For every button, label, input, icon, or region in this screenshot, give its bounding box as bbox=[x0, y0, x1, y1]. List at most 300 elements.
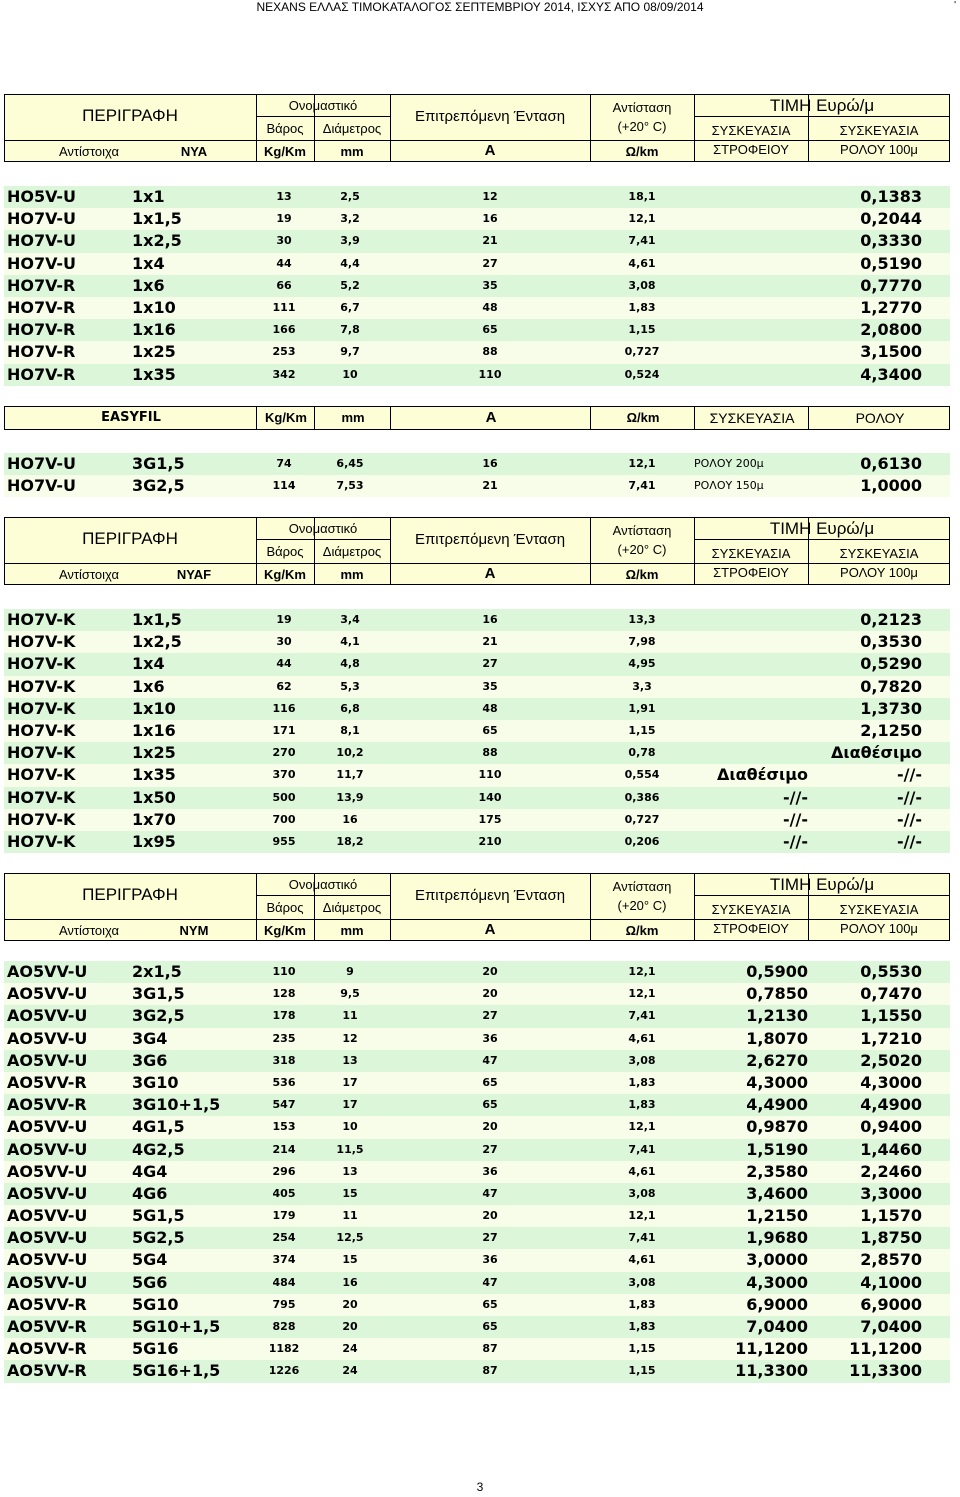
price-roll: 1,0000 bbox=[860, 476, 922, 496]
cable-weight: 116 bbox=[272, 701, 296, 715]
cable-size: 1x4 bbox=[132, 253, 165, 273]
header-diameter: Διάμετρος bbox=[322, 121, 382, 136]
cable-resistance: 4,61 bbox=[628, 1031, 656, 1045]
price-roll: 0,5530 bbox=[860, 962, 922, 981]
header-pack2-unit: ΡΟΛΟΥ 100μ bbox=[840, 921, 918, 936]
header-equiv: Αντίστοιχα bbox=[58, 567, 120, 582]
cable-size: 5G16+1,5 bbox=[132, 1361, 221, 1381]
cable-current: 65 bbox=[482, 323, 498, 337]
cable-diameter: 7,8 bbox=[340, 323, 360, 337]
header-divider bbox=[4, 94, 5, 162]
table-body bbox=[4, 609, 950, 853]
pack-note: ΡΟΛΟΥ 200μ bbox=[694, 457, 764, 470]
cable-code: AO5VV-U bbox=[7, 962, 88, 981]
header-description: ΠΕΡΙΓΡΑΦΗ bbox=[82, 885, 178, 904]
price-reel: 1,5190 bbox=[746, 1139, 808, 1159]
price-roll: -//- bbox=[897, 765, 922, 785]
cable-size: 1x70 bbox=[132, 809, 176, 829]
cable-size: 5G4 bbox=[132, 1250, 168, 1270]
price-roll: 1,4460 bbox=[860, 1139, 922, 1159]
table-body bbox=[4, 186, 950, 386]
cable-diameter: 3,2 bbox=[340, 212, 360, 226]
cable-weight: 536 bbox=[272, 1075, 296, 1089]
cable-size: 5G10+1,5 bbox=[132, 1317, 221, 1336]
cable-current: 65 bbox=[482, 1098, 498, 1112]
cable-code: HO7V-U bbox=[7, 253, 76, 273]
cable-weight: 405 bbox=[272, 1186, 296, 1200]
cable-size: 1x6 bbox=[132, 275, 165, 295]
price-reel: 2,3580 bbox=[746, 1161, 808, 1181]
price-roll: 4,3400 bbox=[860, 364, 922, 384]
cable-code: AO5VV-U bbox=[7, 1161, 88, 1181]
cable-resistance: 3,08 bbox=[628, 1275, 656, 1289]
price-roll: 0,5190 bbox=[860, 253, 922, 273]
cable-resistance: 13,3 bbox=[628, 613, 656, 626]
cable-size: 1x1,5 bbox=[132, 610, 182, 629]
table-row bbox=[4, 764, 950, 786]
price-roll: 3,3000 bbox=[860, 1183, 922, 1203]
cable-weight: 374 bbox=[272, 1253, 296, 1267]
cable-code: HO5V-U bbox=[7, 187, 76, 206]
table-header bbox=[4, 517, 950, 585]
cable-resistance: 7,41 bbox=[628, 1142, 656, 1156]
price-reel: 0,7850 bbox=[746, 984, 808, 1004]
cable-current: 110 bbox=[478, 768, 502, 782]
table-row bbox=[4, 720, 950, 742]
price-reel: 2,6270 bbox=[746, 1050, 808, 1070]
cable-code: AO5VV-U bbox=[7, 1117, 88, 1137]
price-reel: 0,5900 bbox=[746, 962, 808, 981]
cable-weight: 153 bbox=[272, 1120, 296, 1134]
cable-resistance: 0,386 bbox=[624, 790, 660, 804]
header-pack1: ΣΥΣΚΕΥΑΣΙΑ bbox=[711, 123, 791, 138]
cable-diameter: 12 bbox=[342, 1031, 358, 1045]
header-pack2: ΣΥΣΚΕΥΑΣΙΑ bbox=[839, 546, 919, 561]
cable-code: AO5VV-U bbox=[7, 1139, 88, 1159]
price-roll: 0,2123 bbox=[860, 610, 922, 629]
cable-current: 88 bbox=[482, 746, 498, 760]
cable-resistance: 3,08 bbox=[628, 1053, 656, 1067]
cable-current: 16 bbox=[482, 457, 498, 470]
table-row bbox=[4, 831, 950, 853]
cable-weight: 19 bbox=[276, 212, 292, 226]
cable-weight: 547 bbox=[272, 1098, 296, 1112]
header-temp: (+20° C) bbox=[617, 898, 667, 913]
easyfil-header bbox=[4, 406, 950, 430]
price-roll: 1,1550 bbox=[860, 1006, 922, 1026]
header-subline bbox=[256, 895, 390, 896]
cable-diameter: 10 bbox=[342, 1120, 358, 1134]
header-description: ΠΕΡΙΓΡΑΦΗ bbox=[82, 529, 178, 548]
table-row bbox=[4, 1183, 950, 1205]
cable-resistance: 3,08 bbox=[628, 1186, 656, 1200]
cable-resistance: 12,1 bbox=[628, 1209, 656, 1223]
table-row bbox=[4, 1227, 950, 1249]
table-row bbox=[4, 1338, 950, 1360]
cable-resistance: 4,61 bbox=[628, 1164, 656, 1178]
cable-resistance: 4,61 bbox=[628, 1253, 656, 1267]
cable-current: 21 bbox=[482, 635, 498, 649]
header-weight: Βάρος bbox=[266, 544, 304, 559]
table-header bbox=[4, 873, 950, 941]
cable-code: AO5VV-R bbox=[7, 1361, 87, 1381]
price-reel: -//- bbox=[783, 809, 808, 829]
cable-diameter: 11,7 bbox=[336, 768, 364, 782]
header-divider bbox=[4, 873, 5, 941]
cable-code: HO7V-R bbox=[7, 364, 76, 384]
header-diameter: Διάμετρος bbox=[322, 900, 382, 915]
header-subline bbox=[4, 919, 950, 920]
header-pack2-unit: ΡΟΛΟΥ 100μ bbox=[840, 142, 918, 157]
table-row bbox=[4, 475, 950, 497]
price-roll: 2,2460 bbox=[860, 1161, 922, 1181]
cable-weight: 214 bbox=[272, 1142, 296, 1156]
header-pack1: ΣΥΣΚΕΥΑΣΙΑ bbox=[711, 546, 791, 561]
cable-resistance: 0,524 bbox=[624, 367, 660, 381]
cable-size: 5G10 bbox=[132, 1294, 179, 1314]
cable-current: 65 bbox=[482, 723, 498, 737]
price-roll: 3,1500 bbox=[860, 342, 922, 362]
cable-weight: 342 bbox=[272, 367, 296, 381]
cable-current: 65 bbox=[482, 1320, 498, 1333]
cable-current: 35 bbox=[482, 278, 498, 292]
cable-code: HO7V-K bbox=[7, 698, 76, 718]
header-unit-resistance: Ω/km bbox=[625, 144, 659, 159]
price-reel: 0,9870 bbox=[746, 1117, 808, 1137]
easyfil-unit-resistance: Ω/km bbox=[626, 410, 660, 425]
cable-code: AO5VV-U bbox=[7, 1250, 88, 1270]
header-unit-current: A bbox=[484, 921, 496, 938]
table-row bbox=[4, 208, 950, 230]
header-nominal: Ονομαστικό bbox=[288, 877, 358, 892]
cable-diameter: 17 bbox=[342, 1098, 358, 1112]
price-roll: 0,1383 bbox=[860, 187, 922, 206]
price-roll: 0,3330 bbox=[860, 231, 922, 251]
cable-current: 20 bbox=[482, 1209, 498, 1223]
cable-size: 3G6 bbox=[132, 1050, 168, 1070]
table-row bbox=[4, 453, 950, 475]
cable-code: HO7V-R bbox=[7, 297, 76, 317]
cable-weight: 296 bbox=[272, 1164, 296, 1178]
price-reel: Διαθέσιμο bbox=[717, 765, 808, 785]
header-unit-resistance: Ω/km bbox=[625, 567, 659, 582]
cable-diameter: 4,4 bbox=[340, 256, 360, 270]
cable-size: 1x1 bbox=[132, 187, 165, 206]
table-row bbox=[4, 230, 950, 252]
cable-weight: 128 bbox=[272, 987, 296, 1001]
cable-diameter: 6,45 bbox=[336, 457, 364, 470]
cable-weight: 1226 bbox=[268, 1364, 300, 1378]
cable-current: 36 bbox=[482, 1253, 498, 1267]
cable-weight: 795 bbox=[272, 1297, 296, 1311]
header-price: ΤΙΜΗ Ευρώ/μ bbox=[769, 875, 875, 894]
cable-weight: 254 bbox=[272, 1231, 296, 1245]
cable-weight: 166 bbox=[272, 323, 296, 337]
cable-code: HO7V-U bbox=[7, 476, 76, 496]
cable-diameter: 11,5 bbox=[336, 1142, 364, 1156]
cable-resistance: 12,1 bbox=[628, 457, 656, 470]
easyfil-title: EASYFIL bbox=[101, 410, 161, 425]
cable-diameter: 11 bbox=[342, 1209, 358, 1223]
cable-resistance: 18,1 bbox=[628, 190, 656, 203]
cable-current: 21 bbox=[482, 479, 498, 493]
cable-current: 12 bbox=[482, 190, 498, 203]
cable-current: 87 bbox=[482, 1342, 498, 1356]
cable-diameter: 10 bbox=[342, 367, 358, 381]
cable-current: 65 bbox=[482, 1297, 498, 1311]
price-reel: 4,3000 bbox=[746, 1072, 808, 1092]
cable-weight: 44 bbox=[276, 657, 292, 671]
cable-diameter: 5,2 bbox=[340, 278, 360, 292]
header-unit-weight: Kg/Km bbox=[264, 567, 306, 582]
price-reel: 6,9000 bbox=[746, 1294, 808, 1314]
table-header bbox=[4, 94, 950, 162]
cable-size: 3G1,5 bbox=[132, 454, 185, 473]
cable-code: HO7V-K bbox=[7, 743, 76, 763]
cable-code: AO5VV-U bbox=[7, 1272, 88, 1292]
cable-diameter: 15 bbox=[342, 1186, 358, 1200]
table-row bbox=[4, 1094, 950, 1116]
header-divider bbox=[4, 517, 5, 585]
cable-diameter: 20 bbox=[342, 1297, 358, 1311]
table-row bbox=[4, 961, 950, 983]
price-reel: 1,2130 bbox=[746, 1006, 808, 1026]
price-reel: 7,0400 bbox=[746, 1317, 808, 1336]
cable-current: 87 bbox=[482, 1364, 498, 1378]
cable-resistance: 1,83 bbox=[628, 300, 656, 314]
price-reel: 3,0000 bbox=[746, 1250, 808, 1270]
cable-current: 36 bbox=[482, 1164, 498, 1178]
table-row bbox=[4, 631, 950, 653]
price-reel: 1,9680 bbox=[746, 1228, 808, 1248]
header-temp: (+20° C) bbox=[617, 119, 667, 134]
table-row bbox=[4, 1316, 950, 1338]
cable-weight: 370 bbox=[272, 768, 296, 782]
cable-resistance: 0,727 bbox=[624, 345, 660, 359]
price-roll: 1,1570 bbox=[860, 1206, 922, 1226]
header-subline bbox=[694, 539, 950, 540]
cable-resistance: 7,41 bbox=[628, 479, 656, 493]
table-row bbox=[4, 1360, 950, 1382]
cable-resistance: 1,91 bbox=[628, 701, 656, 715]
cable-diameter: 2,5 bbox=[340, 190, 360, 203]
table-row bbox=[4, 1072, 950, 1094]
cable-weight: 1182 bbox=[268, 1342, 300, 1356]
cable-current: 27 bbox=[482, 1009, 498, 1023]
table-row bbox=[4, 1005, 950, 1027]
price-roll: 0,7820 bbox=[860, 676, 922, 696]
cable-size: 1x35 bbox=[132, 765, 176, 785]
cable-current: 21 bbox=[482, 234, 498, 248]
cable-size: 1x2,5 bbox=[132, 632, 182, 652]
price-roll: -//- bbox=[897, 831, 922, 851]
cable-size: 4G4 bbox=[132, 1161, 168, 1181]
cable-code: HO7V-K bbox=[7, 654, 76, 674]
price-reel: 4,3000 bbox=[746, 1272, 808, 1292]
header-subline bbox=[4, 140, 950, 141]
cable-code: AO5VV-R bbox=[7, 1339, 87, 1359]
cable-code: AO5VV-U bbox=[7, 1006, 88, 1026]
cable-size: 4G6 bbox=[132, 1183, 168, 1203]
price-reel: 1,2150 bbox=[746, 1206, 808, 1226]
table-row bbox=[4, 1249, 950, 1271]
header-temp: (+20° C) bbox=[617, 542, 667, 557]
cable-diameter: 17 bbox=[342, 1075, 358, 1089]
cable-weight: 179 bbox=[272, 1209, 296, 1223]
cable-weight: 111 bbox=[272, 300, 296, 314]
cable-current: 36 bbox=[482, 1031, 498, 1045]
cable-size: 1x50 bbox=[132, 787, 176, 807]
cable-size: 4G2,5 bbox=[132, 1139, 185, 1159]
cable-current: 210 bbox=[478, 834, 502, 848]
cable-size: 3G4 bbox=[132, 1028, 168, 1048]
header-pack1-unit: ΣΤΡΟΦΕΙΟΥ bbox=[713, 142, 789, 157]
cable-code: HO7V-U bbox=[7, 454, 76, 473]
cable-current: 65 bbox=[482, 1075, 498, 1089]
table-row bbox=[4, 341, 950, 363]
header-current: Επιτρεπόμενη Ένταση bbox=[414, 108, 566, 125]
easyfil-pack: ΣΥΣΚΕΥΑΣΙΑ bbox=[709, 410, 795, 426]
cable-diameter: 9 bbox=[346, 965, 354, 978]
cable-size: 5G16 bbox=[132, 1339, 179, 1359]
cable-code: AO5VV-U bbox=[7, 1206, 88, 1226]
header-current: Επιτρεπόμενη Ένταση bbox=[414, 887, 566, 904]
cable-code: HO7V-R bbox=[7, 342, 76, 362]
cable-diameter: 15 bbox=[342, 1253, 358, 1267]
cable-weight: 62 bbox=[276, 679, 292, 693]
cable-size: 3G2,5 bbox=[132, 476, 185, 496]
header-pack1: ΣΥΣΚΕΥΑΣΙΑ bbox=[711, 902, 791, 917]
cable-diameter: 18,2 bbox=[336, 834, 364, 848]
cable-current: 48 bbox=[482, 701, 498, 715]
cable-code: AO5VV-U bbox=[7, 1228, 88, 1248]
cable-weight: 30 bbox=[276, 635, 292, 649]
cable-size: 4G1,5 bbox=[132, 1117, 185, 1137]
price-reel: -//- bbox=[783, 831, 808, 851]
header-weight: Βάρος bbox=[266, 900, 304, 915]
cable-size: 5G2,5 bbox=[132, 1228, 185, 1248]
cable-code: HO7V-K bbox=[7, 787, 76, 807]
header-weight: Βάρος bbox=[266, 121, 304, 136]
header-resistance: Αντίσταση bbox=[612, 100, 672, 115]
cable-resistance: 1,83 bbox=[628, 1320, 656, 1333]
cable-resistance: 1,15 bbox=[628, 323, 656, 337]
cable-size: 3G10+1,5 bbox=[132, 1095, 221, 1115]
cable-size: 5G1,5 bbox=[132, 1206, 185, 1226]
header-unit-current: A bbox=[484, 565, 496, 582]
cable-weight: 30 bbox=[276, 234, 292, 248]
price-reel: -//- bbox=[783, 787, 808, 807]
header-pack2: ΣΥΣΚΕΥΑΣΙΑ bbox=[839, 123, 919, 138]
cable-weight: 74 bbox=[276, 457, 292, 470]
price-roll: 1,7210 bbox=[860, 1028, 922, 1048]
cable-current: 20 bbox=[482, 987, 498, 1001]
price-roll: 4,3000 bbox=[860, 1072, 922, 1092]
price-reel: 3,4600 bbox=[746, 1183, 808, 1203]
header-subline bbox=[4, 563, 950, 564]
cable-code: AO5VV-R bbox=[7, 1095, 87, 1115]
cable-diameter: 12,5 bbox=[336, 1231, 364, 1245]
cable-size: 1x6 bbox=[132, 676, 165, 696]
table-row bbox=[4, 186, 950, 208]
cable-size: 2x1,5 bbox=[132, 962, 182, 981]
header-subline bbox=[256, 116, 390, 117]
table-row bbox=[4, 1116, 950, 1138]
cable-size: 3G2,5 bbox=[132, 1006, 185, 1026]
table-row bbox=[4, 609, 950, 631]
price-roll: 11,3300 bbox=[849, 1361, 922, 1381]
cable-code: HO7V-R bbox=[7, 320, 76, 340]
header-description: ΠΕΡΙΓΡΑΦΗ bbox=[82, 106, 178, 125]
cable-weight: 828 bbox=[272, 1320, 296, 1333]
table-row bbox=[4, 275, 950, 297]
cable-current: 20 bbox=[482, 1120, 498, 1134]
header-current: Επιτρεπόμενη Ένταση bbox=[414, 531, 566, 548]
cable-current: 27 bbox=[482, 657, 498, 671]
price-roll: 0,7470 bbox=[860, 984, 922, 1004]
price-roll: 7,0400 bbox=[860, 1317, 922, 1336]
header-diameter: Διάμετρος bbox=[322, 544, 382, 559]
cable-diameter: 13 bbox=[342, 1053, 358, 1067]
header-subline bbox=[694, 116, 950, 117]
cable-current: 35 bbox=[482, 679, 498, 693]
table-row bbox=[4, 1205, 950, 1227]
cable-current: 47 bbox=[482, 1053, 498, 1067]
table-row bbox=[4, 742, 950, 764]
cable-code: AO5VV-U bbox=[7, 1050, 88, 1070]
table-row bbox=[4, 253, 950, 275]
price-roll: 6,9000 bbox=[860, 1294, 922, 1314]
cable-current: 140 bbox=[478, 790, 502, 804]
table-row bbox=[4, 676, 950, 698]
table-row bbox=[4, 319, 950, 341]
cable-weight: 500 bbox=[272, 790, 296, 804]
price-reel: 1,8070 bbox=[746, 1028, 808, 1048]
cable-resistance: 1,83 bbox=[628, 1297, 656, 1311]
cable-size: 3G10 bbox=[132, 1072, 179, 1092]
header-subline bbox=[694, 895, 950, 896]
cable-size: 1x95 bbox=[132, 831, 176, 851]
cable-diameter: 24 bbox=[342, 1364, 358, 1378]
table-row bbox=[4, 983, 950, 1005]
cable-resistance: 3,08 bbox=[628, 278, 656, 292]
cable-weight: 253 bbox=[272, 345, 296, 359]
corner-mark: ' bbox=[954, 0, 956, 11]
header-unit-diameter: mm bbox=[340, 923, 364, 938]
cable-resistance: 1,83 bbox=[628, 1075, 656, 1089]
cable-weight: 484 bbox=[272, 1275, 296, 1289]
easyfil-roll: ΡΟΛΟΥ bbox=[855, 410, 905, 426]
cable-diameter: 8,1 bbox=[340, 723, 360, 737]
cable-resistance: 3,3 bbox=[632, 679, 652, 693]
cable-current: 110 bbox=[478, 367, 502, 381]
cable-code: HO7V-K bbox=[7, 676, 76, 696]
cable-current: 20 bbox=[482, 965, 498, 978]
price-roll: 0,7770 bbox=[860, 275, 922, 295]
header-equiv: Αντίστοιχα bbox=[58, 923, 120, 938]
cable-size: 1x1,5 bbox=[132, 209, 182, 229]
header-nominal: Ονομαστικό bbox=[288, 98, 358, 113]
cable-weight: 318 bbox=[272, 1053, 296, 1067]
header-subline bbox=[256, 539, 390, 540]
cable-diameter: 13,9 bbox=[336, 790, 364, 804]
price-roll: 2,5020 bbox=[860, 1050, 922, 1070]
cable-size: 1x2,5 bbox=[132, 231, 182, 251]
cable-resistance: 1,15 bbox=[628, 1364, 656, 1378]
easyfil-unit-weight: Kg/Km bbox=[265, 410, 307, 425]
header-unit-current: A bbox=[484, 142, 496, 159]
price-roll: 1,2770 bbox=[860, 297, 922, 317]
